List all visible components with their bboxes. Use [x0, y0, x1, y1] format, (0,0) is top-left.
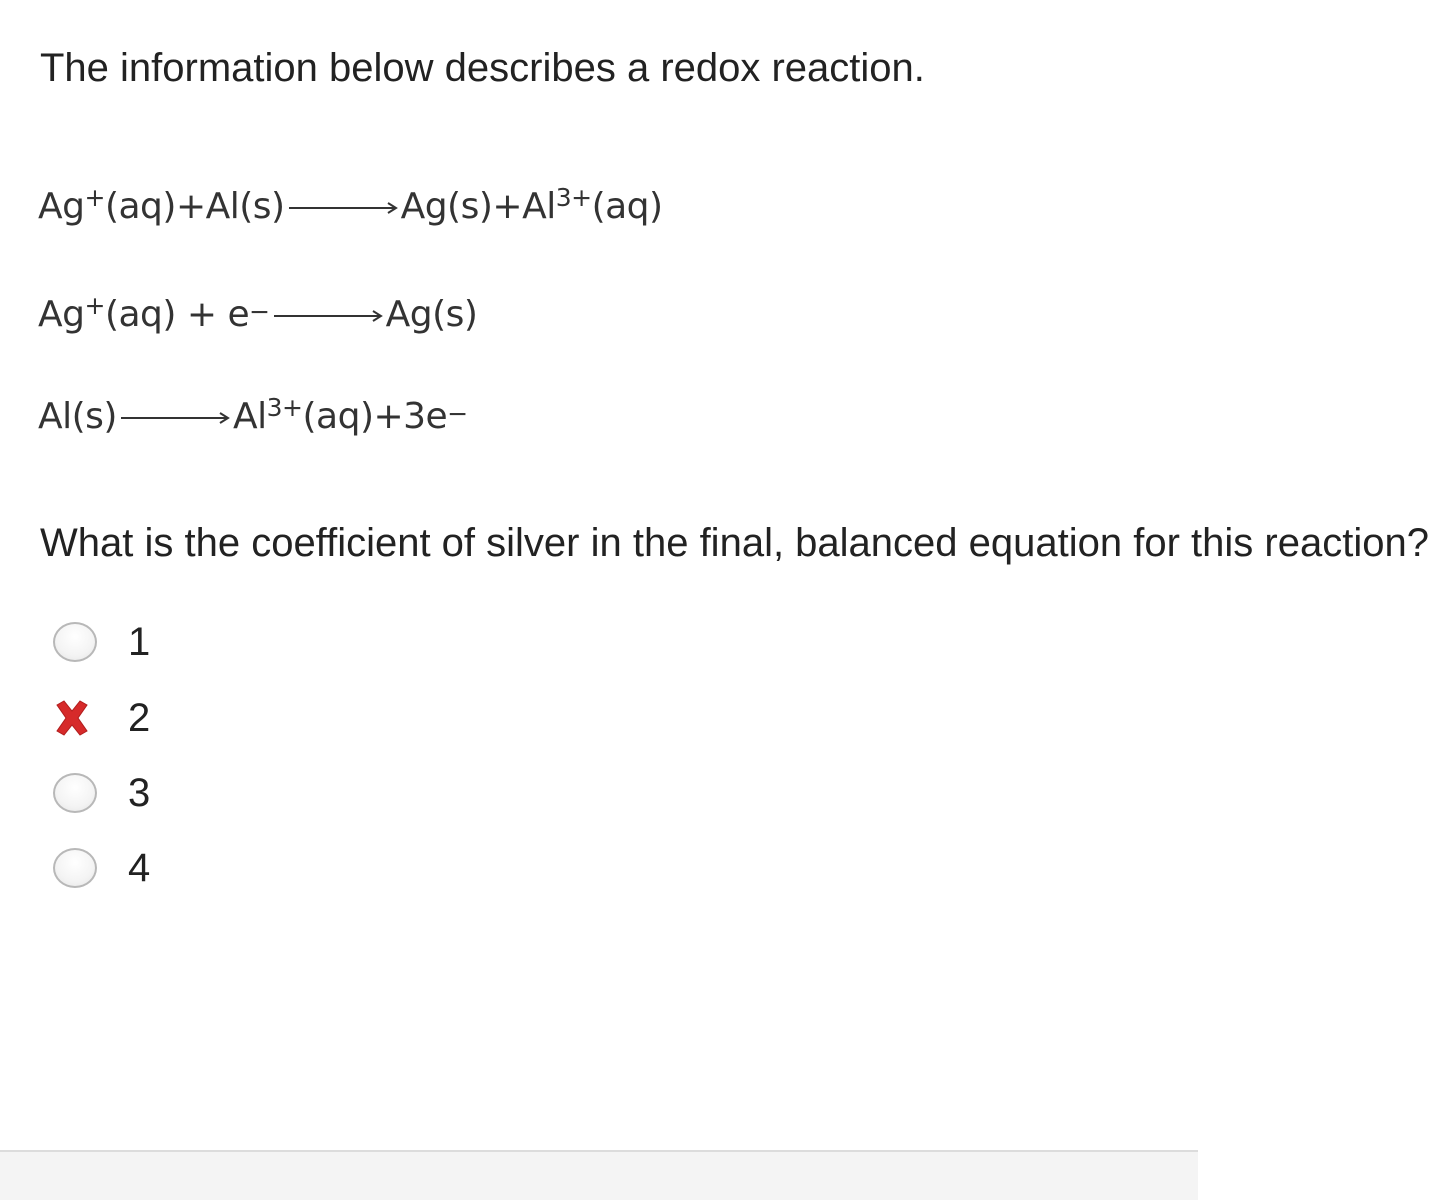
- eq2-reactant-rest: (aq) + e: [104, 294, 250, 335]
- eq1-reactant-rest: (aq)+Al(s): [104, 186, 285, 227]
- eq3-electron-charge: −: [447, 399, 468, 428]
- incorrect-x-icon: [51, 697, 93, 739]
- eq2-product: Ag(s): [385, 294, 478, 335]
- eq2-electron-charge: −: [249, 297, 270, 326]
- choice-label: 2: [128, 696, 151, 740]
- choice-4[interactable]: [48, 842, 248, 894]
- oxidation-half-equation: [38, 393, 468, 437]
- eq1-product: Ag(s)+Al: [400, 186, 556, 227]
- eq2-reactant-ag: Ag: [38, 294, 85, 335]
- choice-label: 4: [128, 846, 151, 890]
- eq3-al-charge: 3+: [266, 393, 303, 422]
- eq1-ag-charge: +: [84, 183, 105, 212]
- reduction-half-equation: [38, 291, 478, 335]
- reaction-arrow-icon: [119, 411, 231, 425]
- choice-label: 1: [128, 620, 151, 664]
- choice-label: 3: [128, 771, 151, 815]
- eq3-reactant: Al(s): [38, 396, 117, 437]
- question-text: What is the coefficient of silver in the final, balanced equation for this reaction?: [40, 521, 1429, 565]
- eq2-ag-charge: +: [84, 291, 105, 320]
- footer-bar: [0, 1150, 1198, 1200]
- radio-button-icon[interactable]: [53, 848, 97, 888]
- choice-1[interactable]: [48, 616, 248, 668]
- overall-equation: [38, 183, 663, 227]
- reaction-arrow-icon: [272, 309, 384, 323]
- choice-3[interactable]: [48, 767, 248, 819]
- eq1-al-charge: 3+: [555, 183, 592, 212]
- choice-2[interactable]: [48, 692, 248, 744]
- eq1-product-state: (aq): [591, 186, 663, 227]
- radio-button-icon[interactable]: [53, 773, 97, 813]
- reaction-arrow-icon: [287, 201, 399, 215]
- eq3-product-al: Al: [232, 396, 267, 437]
- eq3-product-rest: (aq)+3e: [302, 396, 448, 437]
- eq1-reactant-ag: Ag: [38, 186, 85, 227]
- radio-button-icon[interactable]: [53, 622, 97, 662]
- intro-text: The information below describes a redox reaction.: [40, 46, 925, 90]
